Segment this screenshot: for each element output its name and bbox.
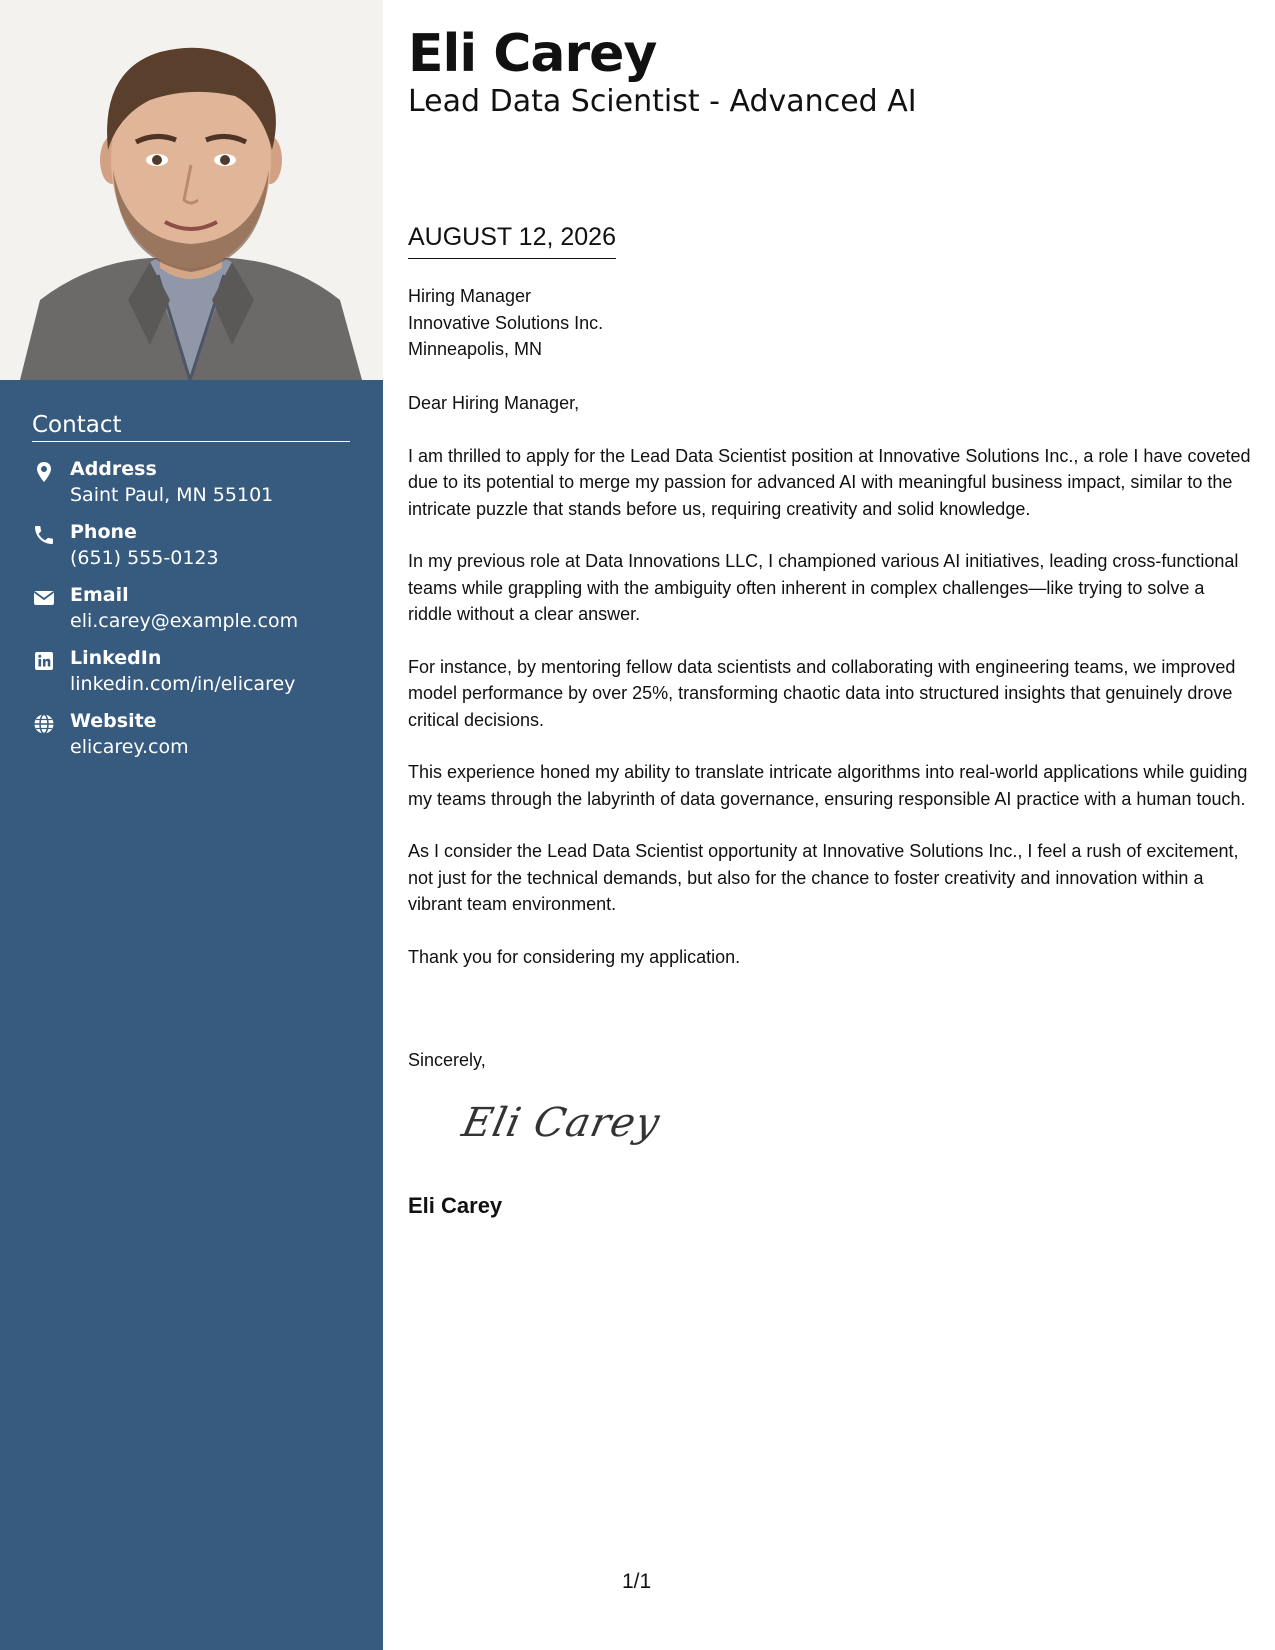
contact-linkedin [32, 647, 372, 703]
contact-address [32, 458, 372, 514]
recipient-line: Innovative Solutions Inc. [408, 312, 604, 333]
contact-phone [32, 521, 372, 577]
contact-value: (651) 555-0123 [70, 547, 219, 569]
letter-body [408, 390, 1253, 996]
body-paragraph: For instance, by mentoring fellow data scientists and collaborating with engineering teams, we improved model performance by over 25%, transforming chaotic data into structured insights that genuinely drove critical decisions. [408, 656, 1236, 730]
map-pin-icon [32, 460, 56, 484]
job-title: Lead Data Scientist - Advanced AI [408, 84, 917, 119]
body-paragraph: As I consider the Lead Data Scientist opportunity at Innovative Solutions Inc., I feel a rush of excitement, not just for the technical demands, but also for the chance to foster creativity and innovation within a vibrant team environment. [408, 841, 1239, 914]
sidebar [0, 0, 383, 1650]
applicant-name: Eli Carey [408, 24, 657, 84]
profile-photo [0, 0, 383, 380]
recipient-line: Minneapolis, MN [408, 339, 543, 359]
body-paragraph: This experience honed my ability to translate intricate algorithms into real-world applications while guiding my teams through the labyrinth of data governance, ensuring responsible AI practice with a human touch. [408, 762, 1248, 809]
contact-value: elicarey.com [70, 736, 189, 758]
contact-label: Email [70, 584, 129, 606]
contact-website [32, 710, 372, 766]
closing: Sincerely, [408, 1050, 486, 1070]
contact-value: linkedin.com/in/elicarey [70, 673, 296, 695]
signer-name: Eli Carey [408, 1193, 503, 1218]
contact-value: eli.carey@example.com [70, 610, 299, 632]
recipient-line: Hiring Manager [408, 286, 532, 306]
contact-label: Website [70, 710, 157, 732]
letter-date: AUGUST 12, 2026 [408, 223, 616, 259]
signature: Eli Carey [458, 1100, 665, 1146]
linkedin-icon [32, 649, 56, 673]
contact-email [32, 584, 372, 640]
phone-icon [32, 523, 56, 547]
page-number: 1/1 [622, 1570, 652, 1593]
recipient-block [408, 283, 603, 363]
portrait-image [0, 0, 383, 380]
contact-value: Saint Paul, MN 55101 [70, 484, 274, 506]
salutation: Dear Hiring Manager, [408, 393, 580, 413]
body-paragraph: I am thrilled to apply for the Lead Data Scientist position at Innovative Solutions Inc., a role I have coveted due to its potential to merge my passion for advanced AI with meaningful business impact, similar to the intricate puzzle that stands before us, requiring creativity and solid knowledge. [408, 445, 1251, 519]
contact-label: Phone [70, 521, 137, 543]
contact-heading: Contact [32, 412, 350, 442]
globe-icon [32, 712, 56, 736]
contact-label: Address [70, 458, 157, 480]
body-paragraph: Thank you for considering my application. [408, 946, 741, 967]
contact-label: LinkedIn [70, 647, 162, 669]
envelope-icon [32, 586, 56, 610]
body-paragraph: In my previous role at Data Innovations LLC, I championed various AI initiatives, leading cross-functional teams while grappling with the ambiguity often inherent in complex challenges—like trying to solve a riddle without a clear answer. [408, 551, 1239, 624]
